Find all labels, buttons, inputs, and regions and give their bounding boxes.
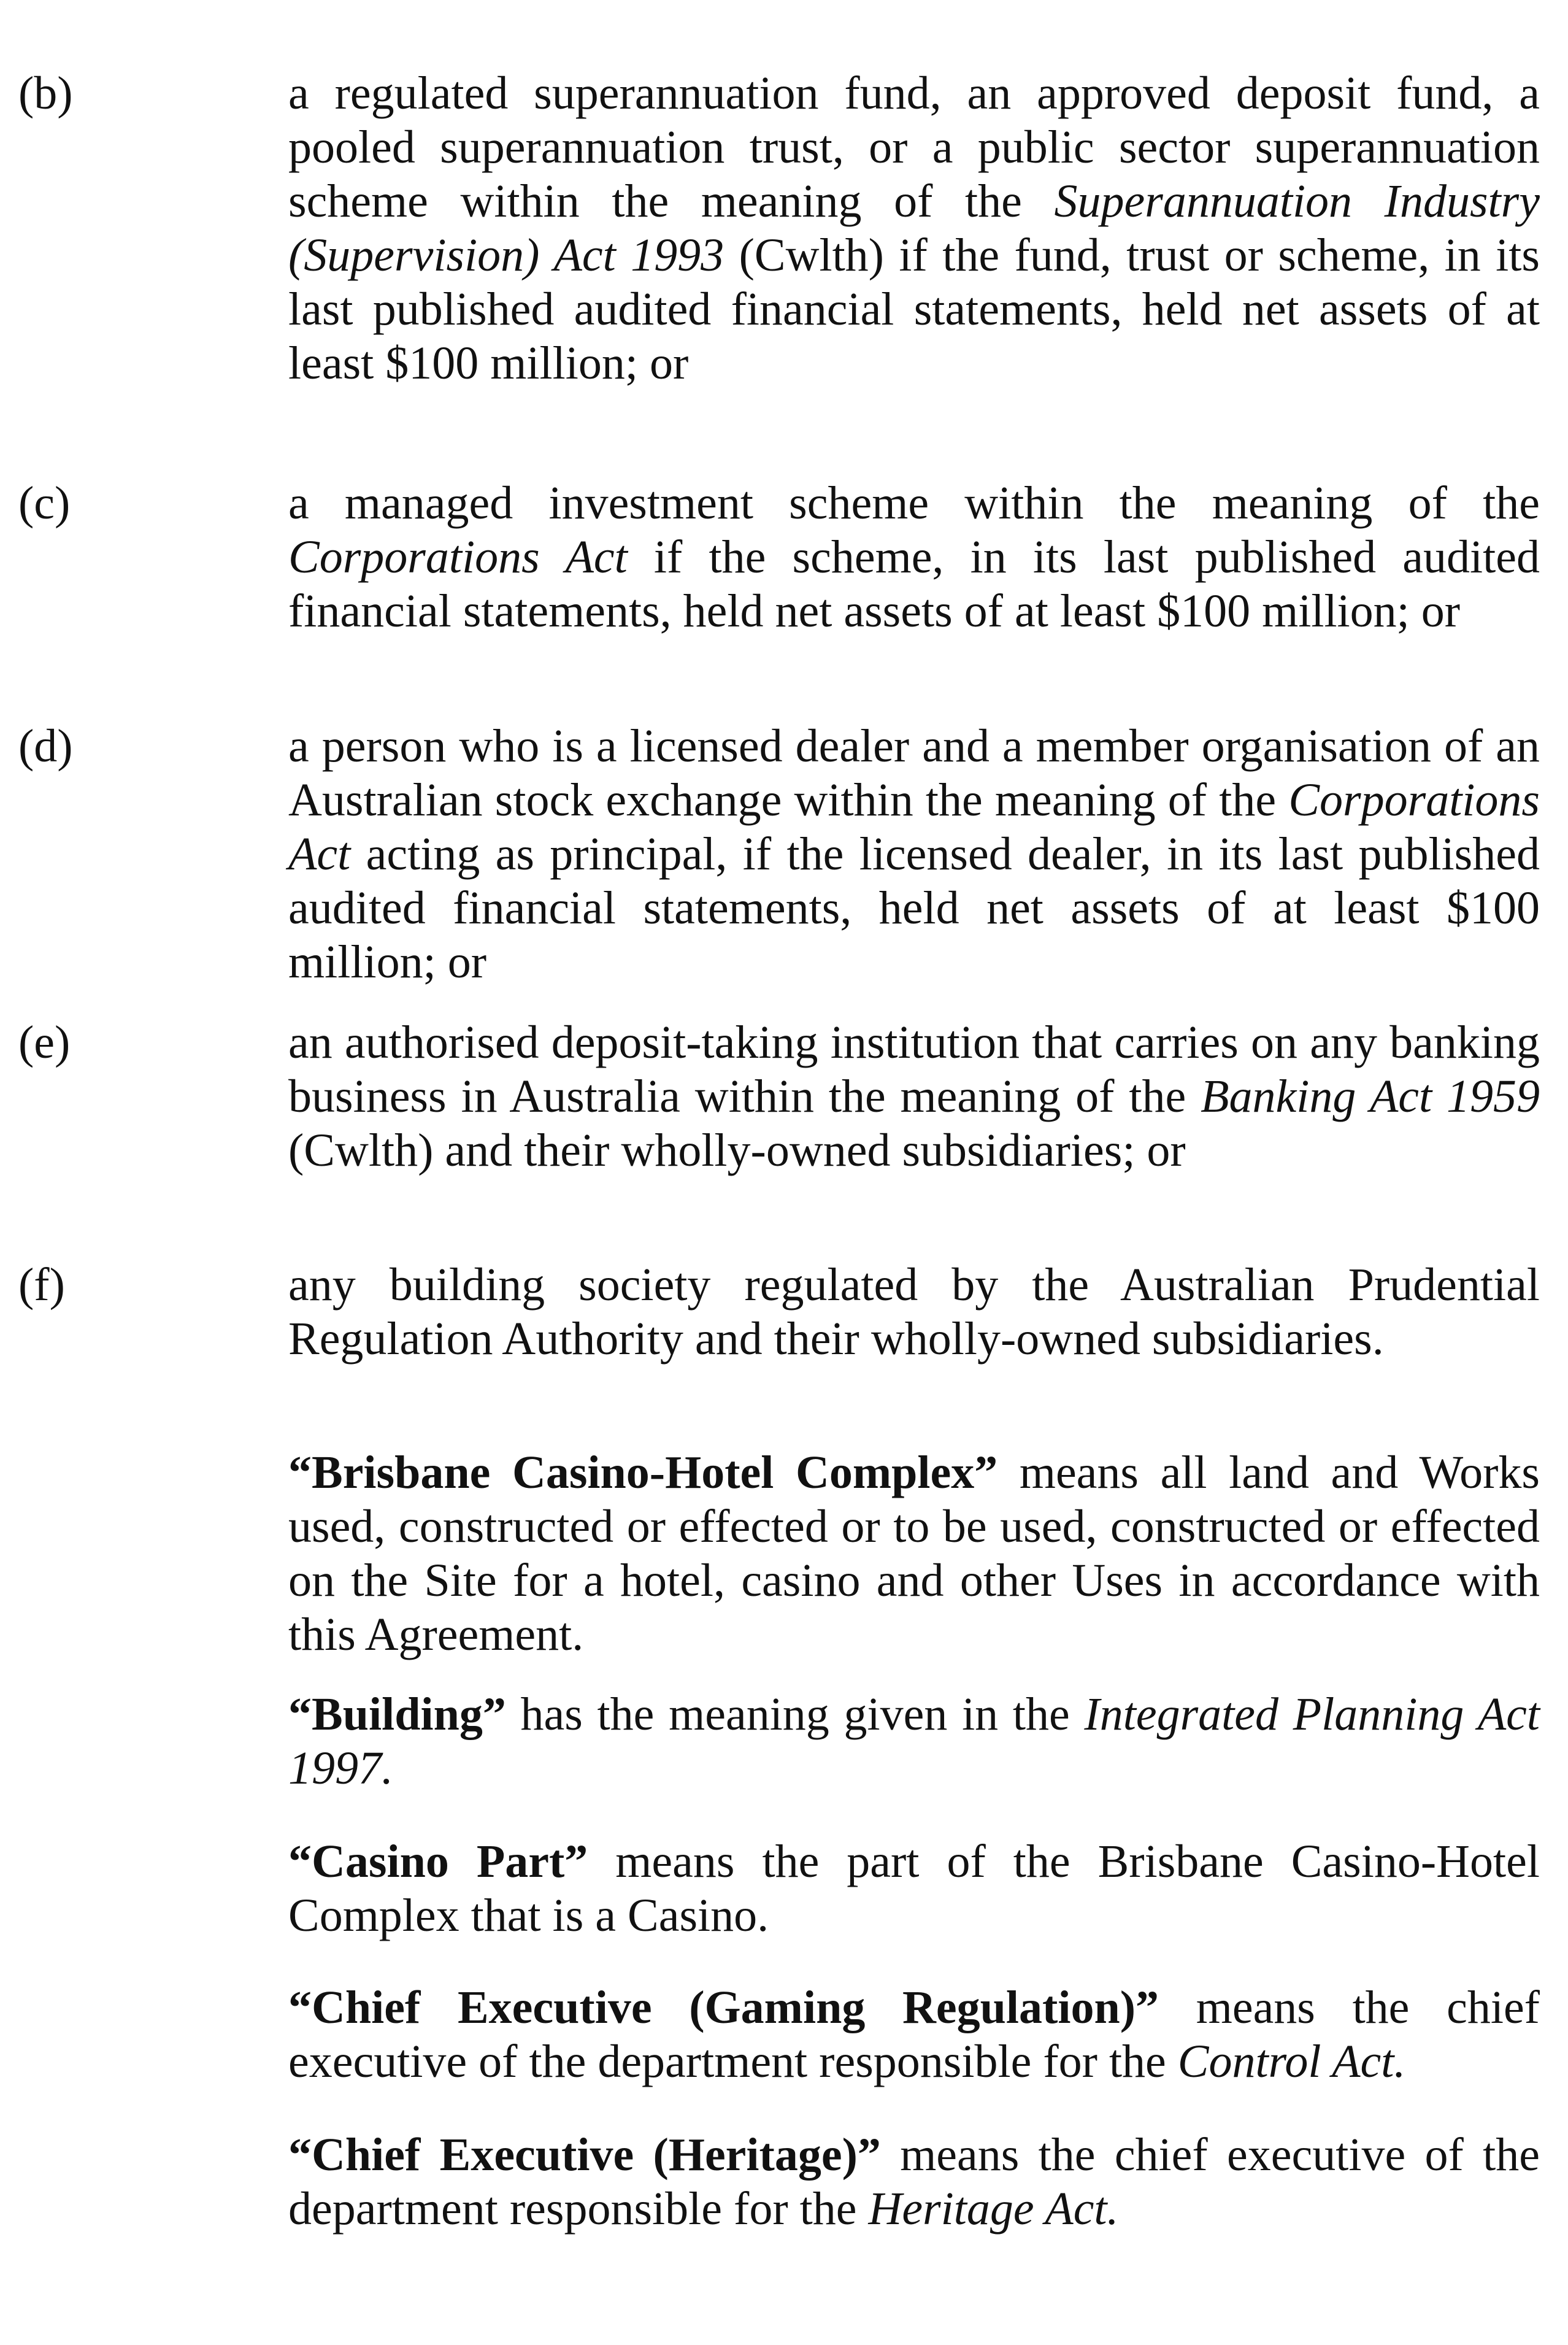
list-label: (e) (18, 1017, 71, 1068)
definition-casino-part (288, 1835, 1540, 1943)
text-run: (Cwlth) and their wholly-owned subsidiaries; or (288, 1125, 1186, 1176)
list-item-f (18, 1258, 1540, 1366)
defined-term: “Chief Executive (Heritage)” (288, 2129, 881, 2181)
list-item-text (288, 476, 1540, 638)
act-title: Banking Act 1959 (1201, 1071, 1540, 1122)
definition-building (288, 1687, 1540, 1795)
act-title: Integrated Planning Act 1997. (288, 1688, 1540, 1794)
defined-term: “Casino Part” (288, 1836, 588, 1887)
list-item-text (288, 66, 1540, 390)
definition-text: means the part of the Brisbane Casino-Hotel Complex that is a Casino. (288, 1836, 1540, 1941)
definition-text: means all land and Works used, constructed or effected or to be used, constructed or effected on the Site for a hotel, casino and other Uses in accordance with this Agreement. (288, 1447, 1540, 1660)
list-label: (b) (18, 67, 73, 119)
list-item-c (18, 476, 1540, 638)
text-run: a person who is a licensed dealer and a member organisation of an Australian stock exchange within the meaning of the (288, 720, 1540, 826)
act-title: Control Act. (1177, 2036, 1406, 2087)
text-run: an authorised deposit-taking institution that carries on any banking business in Australia within the meaning of the (288, 1017, 1540, 1122)
list-item-text (288, 719, 1540, 989)
definition-text: means the chief executive of the department responsible for the (288, 2129, 1540, 2235)
definition-text: has the meaning given in the (505, 1688, 1085, 1740)
text-run: any building society regulated by the Australian Prudential Regulation Authority and their wholly-owned subsidiaries. (288, 1259, 1540, 1365)
act-title: Corporations Act (288, 774, 1540, 880)
act-title: Heritage Act. (868, 2183, 1119, 2235)
text-run: (Cwlth) if the fund, trust or scheme, in its last published audited financial statements, held net assets of at least $100 million; or (288, 229, 1540, 389)
act-title: Superannuation Industry (Supervision) Act 1993 (288, 175, 1540, 281)
text-run: acting as principal, if the licensed dealer, in its last published audited financial statements, held net assets of at least $100 million; or (288, 828, 1540, 988)
text-run: a managed investment scheme within the meaning of the (288, 477, 1540, 529)
list-label: (d) (18, 720, 73, 772)
list-item-b (18, 66, 1540, 390)
text-run: if the scheme, in its last published audited financial statements, held net assets of at least $100 million; or (288, 531, 1540, 637)
list-label: (f) (18, 1259, 65, 1311)
definition-chief-executive-heritage (288, 2128, 1540, 2236)
list-item-e (18, 1015, 1540, 1177)
definition-text: means the chief executive of the department responsible for the (288, 1982, 1540, 2087)
defined-term: “Brisbane Casino-Hotel Complex” (288, 1447, 998, 1498)
list-item-text (288, 1258, 1540, 1366)
text-run: a regulated superannuation fund, an approved deposit fund, a pooled superannuation trust, or a public sector superannuation scheme within the meaning of the (288, 67, 1540, 227)
act-title: Corporations Act (288, 531, 628, 583)
list-label: (c) (18, 477, 71, 529)
definition-chief-executive-gaming (288, 1981, 1540, 2089)
definition-brisbane-casino-hotel-complex (288, 1446, 1540, 1662)
defined-term: “Chief Executive (Gaming Regulation)” (288, 1982, 1159, 2033)
defined-term: “Building” (288, 1688, 506, 1740)
list-item-text (288, 1015, 1540, 1177)
list-item-d (18, 719, 1540, 989)
